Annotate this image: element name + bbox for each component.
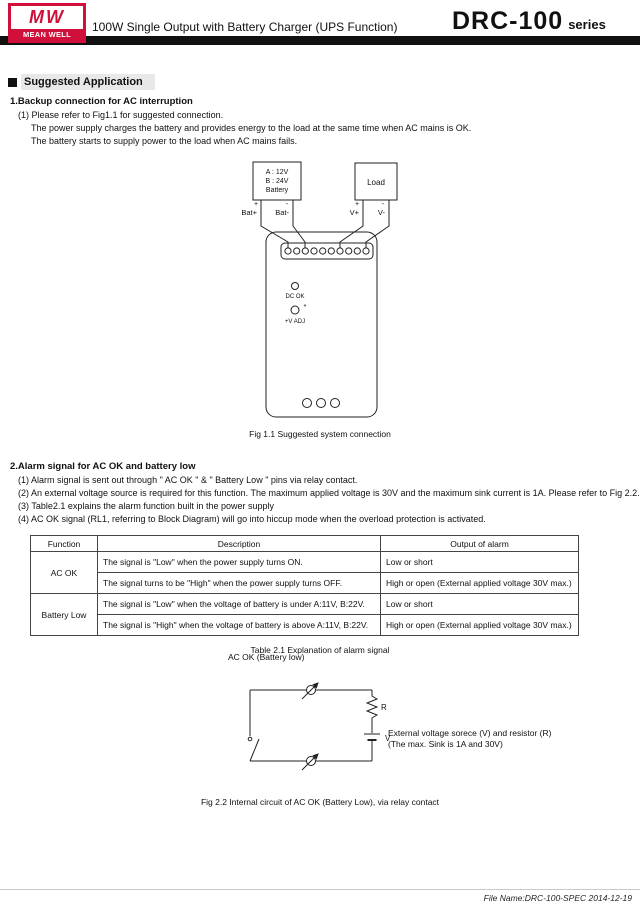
fig2-note-2: (The max. Sink is 1A and 30V) — [388, 739, 503, 749]
label-bat-plus: Bat+ — [241, 208, 257, 217]
output-cell: High or open (External applied voltage 30V max.) — [381, 573, 579, 594]
alarm-line-3: (3) Table2.1 explains the alarm function built in the power supply — [18, 501, 274, 511]
fig2-wires — [248, 683, 380, 770]
logo-mw-text: MW — [29, 7, 65, 27]
fig1-texts — [254, 169, 385, 208]
voltage-label: V — [385, 734, 391, 743]
fig1-caption: Fig 1.1 Suggested system connection — [249, 429, 391, 439]
document-subtitle: 100W Single Output with Battery Charger (UPS Function) — [92, 20, 398, 34]
table-header-output: Output of alarm — [381, 536, 579, 552]
battery-label: Battery — [265, 187, 289, 194]
terminal-block — [281, 243, 373, 259]
fig1-diagram — [0, 0, 640, 450]
wire-bat-minus — [293, 200, 305, 248]
vadj-potentiometer — [291, 306, 299, 314]
fig2-caption: Fig 2.2 Internal circuit of AC OK (Battery Low), via relay contact — [200, 797, 440, 807]
meanwell-logo — [8, 3, 86, 43]
table-row — [31, 594, 579, 615]
description-cell: The signal is "High" when the voltage of battery is above A:11V, B:22V. — [98, 615, 381, 636]
fig1-terminal-labels — [241, 208, 385, 217]
fig2-label: AC OK (Battery low) — [228, 652, 305, 662]
load-plus-sign: + — [354, 201, 360, 208]
backup-heading: 1.Backup connection for AC interruption — [10, 96, 193, 107]
product-name: DRC-100 — [452, 7, 564, 35]
load-minus-sign: - — [381, 201, 385, 208]
output-cell: High or open (External applied voltage 30V max.) — [381, 615, 579, 636]
alarm-heading: 2.Alarm signal for AC OK and battery low — [10, 461, 196, 472]
table-row — [31, 552, 579, 573]
fig2-circuit — [0, 650, 640, 780]
section-title: Suggested Application — [21, 74, 155, 90]
dc-ok-led — [292, 283, 299, 290]
output-cell: Low or short — [381, 594, 579, 615]
footer-filename: File Name:DRC-100-SPEC 2014-12-19 — [483, 893, 632, 903]
backup-line-3: The battery starts to supply power to the load when AC mains fails. — [31, 136, 298, 146]
relay-switch-arm — [250, 739, 259, 761]
asterisk-mark: * — [303, 304, 307, 311]
output-cell: Low or short — [381, 552, 579, 573]
table-header-row — [31, 536, 579, 552]
label-v-plus: V+ — [349, 208, 359, 217]
logo-brand-text: MEAN WELL — [11, 29, 83, 40]
footer-divider — [0, 889, 640, 890]
table-header-description: Description — [98, 536, 381, 552]
function-cell-battery-low: Battery Low — [31, 594, 98, 636]
description-cell: The signal is "Low" when the voltage of battery is under A:11V, B:22V. — [98, 594, 381, 615]
load-label: Load — [367, 178, 385, 187]
resistor-symbol — [367, 690, 377, 733]
label-v-minus: V- — [377, 208, 385, 217]
alarm-line-1: (1) Alarm signal is sent out through " AC OK " & " Battery Low " pins via relay contact. — [18, 475, 358, 485]
battery-line-a: A : 12V — [265, 169, 289, 176]
function-cell-ac-ok: AC OK — [31, 552, 98, 594]
description-cell: The signal turns to be "High" when the power supply turns OFF. — [98, 573, 381, 594]
table-row — [31, 573, 579, 594]
terminal-screws — [285, 248, 369, 254]
backup-line-2: The power supply charges the battery and provides energy to the load at the same time when AC mains is OK. — [31, 123, 472, 133]
v-adj-label: +V ADJ — [284, 319, 306, 325]
alarm-table — [30, 535, 579, 636]
device-outline — [266, 232, 377, 417]
alarm-line-2: (2) An external voltage source is required for this function. The maximum applied voltage is 30V and the maximum sink current is 1A. Please refer to Fig 2.2. — [18, 488, 640, 498]
din-clip-holes — [303, 399, 340, 408]
battery-line-b: B : 24V — [265, 178, 289, 185]
alarm-line-4: (4) AC OK signal (RL1, referring to Block Diagram) will go into hiccup mode when the overload protection is activated. — [18, 514, 486, 524]
battery-minus-sign: - — [285, 201, 289, 208]
product-series-label: series — [568, 17, 606, 32]
label-bat-minus: Bat- — [275, 208, 289, 217]
battery-plus-sign: + — [253, 201, 259, 208]
resistor-label: R — [381, 703, 387, 712]
contact-point — [248, 737, 252, 741]
table-row — [31, 615, 579, 636]
dc-ok-label: DC OK — [285, 294, 305, 300]
backup-line-1: (1) Please refer to Fig1.1 for suggested connection. — [18, 110, 224, 120]
fig1-lines — [253, 162, 397, 417]
table-header-function: Function — [31, 536, 98, 552]
fig2-note-1: External voltage sorece (V) and resistor (R) — [388, 728, 552, 738]
table-caption: Table 2.1 Explanation of alarm signal — [250, 645, 390, 655]
description-cell: The signal is "Low" when the power supply turns ON. — [98, 552, 381, 573]
fig1-device-labels — [285, 294, 307, 325]
